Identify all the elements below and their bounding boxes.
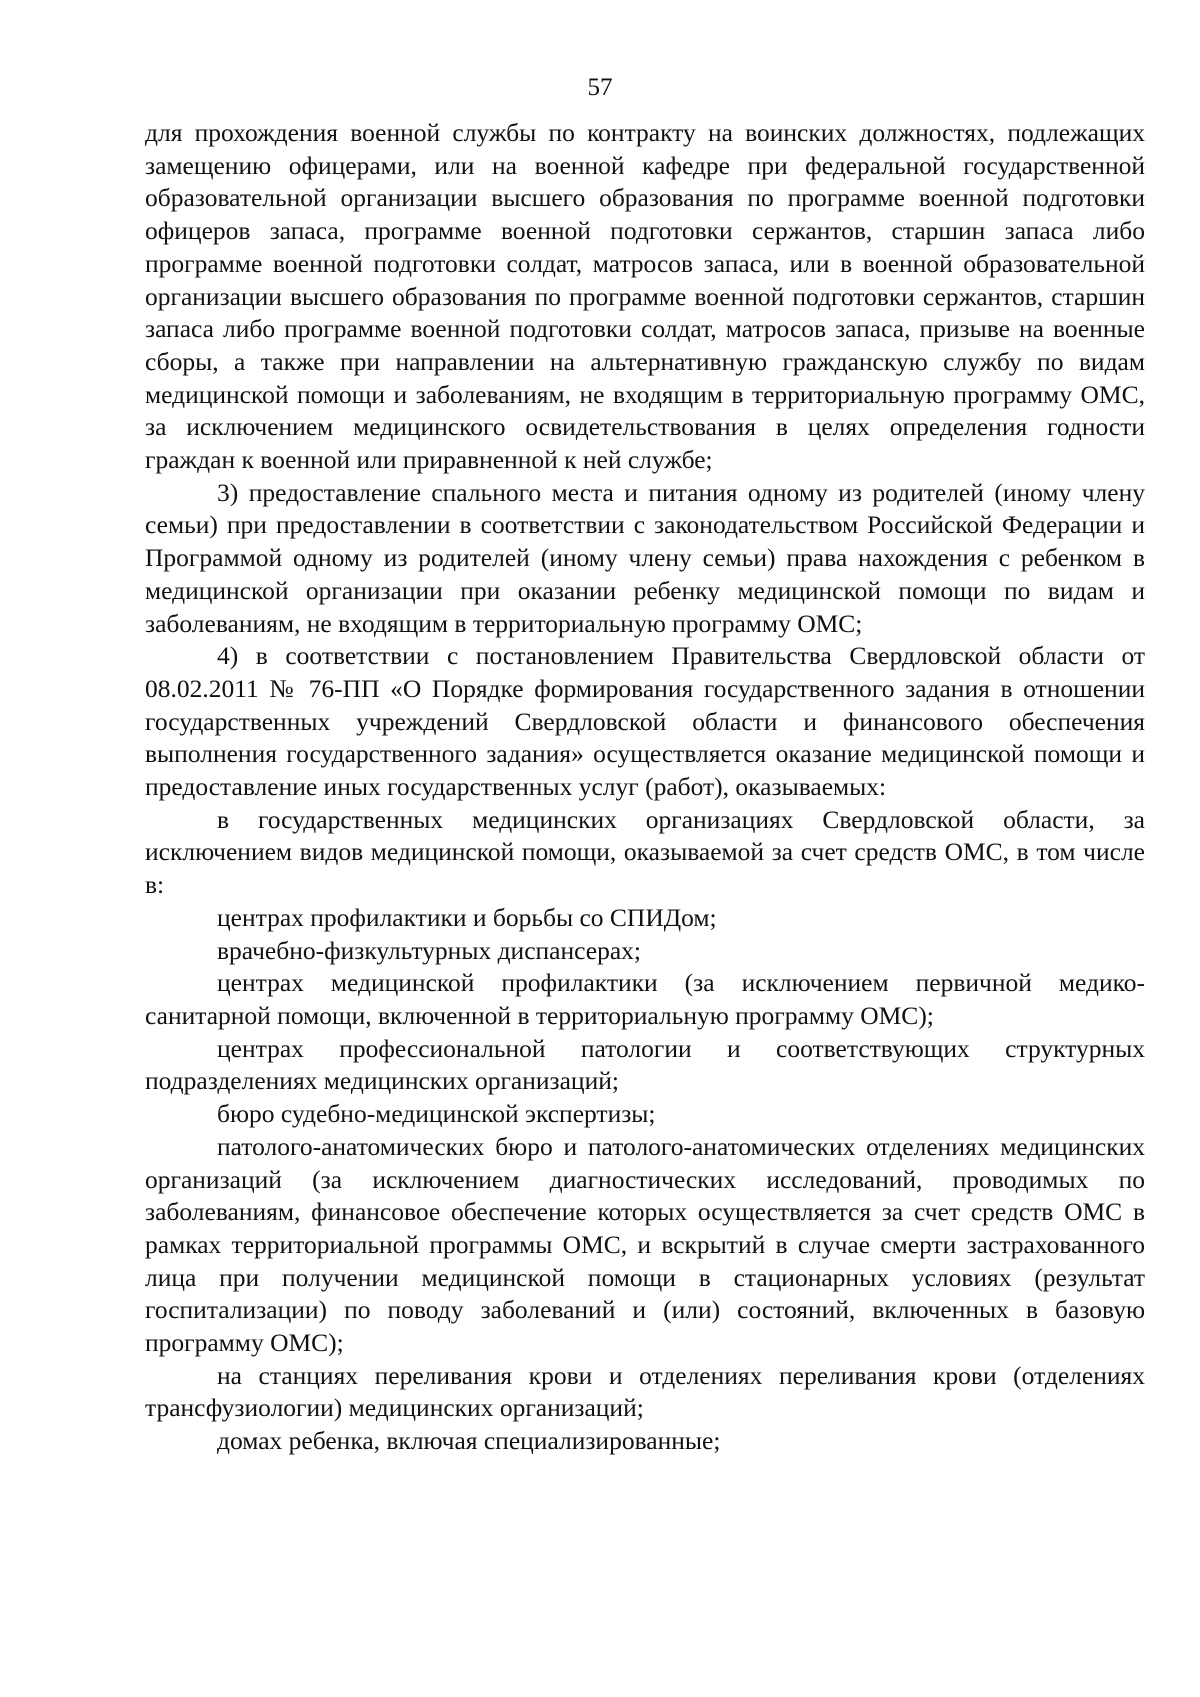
paragraph-state-medical-organizations: в государственных медицинских организациях Свердловской области, за исключением видов медицинской помощи, оказываемой за счет средств ОМС, в том числе в: — [145, 804, 1145, 900]
list-item-occupational-pathology-centers: центрах профессиональной патологии и соответствующих структурных подразделениях медицинских организаций; — [145, 1033, 1145, 1096]
page-number: 57 — [587, 74, 613, 101]
document-body — [145, 117, 1145, 1458]
list-item-childrens-homes: домах ребенка, включая специализированные; — [217, 1426, 721, 1456]
paragraph-military-service: для прохождения военной службы по контракту на воинских должностях, подлежащих замещению офицерами, или на военной кафедре при федеральной государственной образовательной организации высшего образования по программе военной подготовки офицеров запаса, программе военной подготовки сержантов, старшин запаса либо программе военной подготовки солдат, матросов запаса, или в военной образовательной организации высшего образования по программе военной подготовки сержантов, старшин запаса либо программе военной подготовки солдат, матросов запаса, призыве на военные сборы, а также при направлении на альтернативную гражданскую службу по видам медицинской помощи и заболеваниям, не входящим в территориальную программу ОМС, за исключением медицинского освидетельствования в целях определения годности граждан к военной или приравненной к ней службе; — [145, 118, 1145, 475]
list-item-sports-medicine-dispensaries: врачебно-физкультурных диспансерах; — [217, 935, 641, 965]
list-item-aids-centers: центрах профилактики и борьбы со СПИДом; — [217, 902, 717, 932]
list-item-blood-transfusion-stations: на станциях переливания крови и отделениях переливания крови (отделениях трансфузиологии) медицинских организаций; — [145, 1360, 1145, 1423]
paragraph-item-3-parent-accommodation: 3) предоставление спального места и питания одному из родителей (иному члену семьи) при предоставлении в соответствии с законодательством Российской Федерации и Программой одному из родителей (иному члену семьи) права нахождения с ребенком в медицинской организации при оказании ребенку медицинской помощи по видам и заболеваниям, не входящим в территориальную программу ОМС; — [145, 477, 1145, 638]
paragraph-item-4-state-assignment: 4) в соответствии с постановлением Правительства Свердловской области от 08.02.2011 № 76-ПП «О Порядке формирования государственного задания в отношении государственных учреждений Свердловской области и финансового обеспечения выполнения государственного задания» осуществляется оказание медицинской помощи и предоставление иных государственных услуг (работ), оказываемых: — [145, 641, 1145, 802]
list-item-medical-prevention-centers: центрах медицинской профилактики (за исключением первичной медико-санитарной помощи, включенной в территориальную программу ОМС); — [145, 968, 1145, 1030]
list-item-forensic-bureau: бюро судебно-медицинской экспертизы; — [217, 1099, 656, 1129]
list-item-pathology-bureaus: патолого-анатомических бюро и патолого-анатомических отделениях медицинских организаций (за исключением диагностических исследований, проводимых по заболеваниям, финансовое обеспечение которых осуществляется за счет средств ОМС в рамках территориальной программы ОМС, и вскрытий в случае смерти застрахованного лица при получении медицинской помощи в стационарных условиях (результат госпитализации) по поводу заболеваний и (или) состояний, включенных в базовую программу ОМС); — [145, 1131, 1145, 1358]
